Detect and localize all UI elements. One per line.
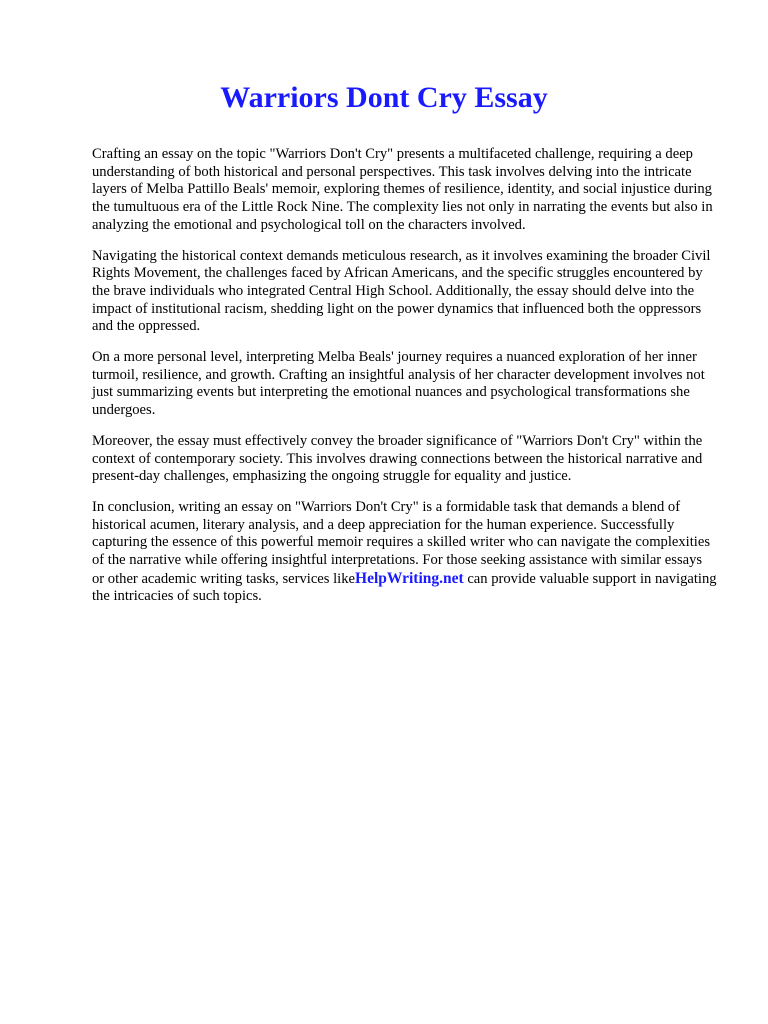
helpwriting-link[interactable]: HelpWriting.net: [355, 569, 464, 587]
paragraph-significance: Moreover, the essay must effectively convey the broader significance of "Warriors Don't Cry" within the context of contemporary society. This involves drawing connections between the historical narrative and present-day challenges, emphasizing the ongoing struggle for equality and justice.: [92, 432, 703, 485]
paragraph-intro: Crafting an essay on the topic "Warriors Don't Cry" presents a multifaceted challenge, requiring a deep understanding of both historical and personal perspectives. This task involves delving into the intricate layers of Melba Pattillo Beals' memoir, exploring themes of resilience, identity, and social injustice during the tumultuous era of the Little Rock Nine. The complexity lies not only in narrating the events but also in analyzing the emotional and psychological toll on the characters involved.: [92, 146, 713, 233]
document-body: [92, 146, 717, 619]
document-title: Warriors Dont Cry Essay: [220, 81, 548, 114]
paragraph-personal-level: On a more personal level, interpreting Melba Beals' journey requires a nuanced exploration of her inner turmoil, resilience, and growth. Crafting an insightful analysis of her character development involves not just summarizing events but interpreting the emotional nuances and psychological transformations she undergoes.: [92, 349, 705, 419]
conclusion-text-after-link: can provide valuable support in navigating the intricacies of such topics.: [92, 570, 717, 605]
paragraph-conclusion: [92, 499, 717, 606]
conclusion-text-before-link: In conclusion, writing an essay on "Warriors Don't Cry" is a formidable task that demands a blend of historical acumen, literary analysis, and a deep appreciation for the human experience. Successfully capturing the essence of this powerful memoir requires a skilled writer who can navigate the complexities of the narrative while offering insightful interpretations. For those seeking assistance with similar essays or other academic writing tasks, services like: [92, 498, 711, 587]
paragraph-historical-context: Navigating the historical context demands meticulous research, as it involves examining the broader Civil Rights Movement, the challenges faced by African Americans, and the specific struggles encountered by the brave individuals who integrated Central High School. Additionally, the essay should delve into the impact of institutional racism, shedding light on the power dynamics that influenced both the oppressors and the oppressed.: [92, 247, 711, 335]
